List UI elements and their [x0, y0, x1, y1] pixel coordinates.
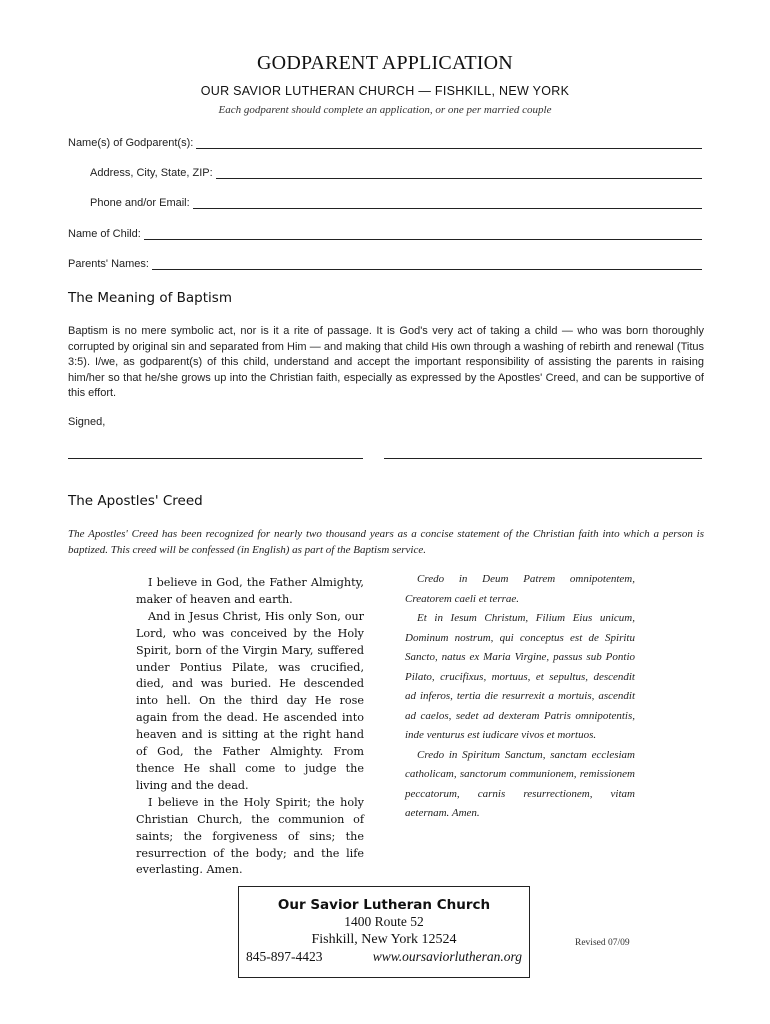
creed-latin-article-2: Et in Iesum Christum, Filium Eius unicum, Dominum nostrum, qui conceptus est de Spiritu Sancto, natus ex Maria Virgine, passus sub Pontio Pilato, crucifixus, mortuus, et sepultus, descendit ad inferos, tertia die resurrexit a mortuis, ascendit ad caelos, sedet ad dexteram Patris omnipotentis, inde venturus est iudicare vivos et mortuos. — [405, 612, 635, 741]
creed-heading: The Apostles' Creed — [68, 493, 203, 509]
address-label: Address, City, State, ZIP: — [90, 167, 213, 179]
contact-field — [90, 196, 702, 209]
parents-names-input-line[interactable] — [152, 257, 702, 270]
church-address: 1400 Route 52 — [344, 914, 424, 929]
contact-label: Phone and/or Email: — [90, 197, 190, 209]
creed-english-article-3: I believe in the Holy Spirit; the holy Christian Church, the communion of saints; the forgiveness of sins; the resurrection of the body; and the life everlasting. Amen. — [136, 795, 364, 877]
signed-label: Signed, — [68, 416, 106, 428]
creed-intro: The Apostles' Creed has been recognized for nearly two thousand years as a concise statement of the Christian faith into which a person is baptized. This creed will be confessed (in English) as part of the Baptism service. — [68, 528, 704, 556]
creed-english-article-2: And in Jesus Christ, His only Son, our Lord, who was conceived by the Holy Spirit, born of the Virgin Mary, suffered under Pontius Pilate, was crucified, died, and was buried. He descended into hell. On the third day He rose again from the dead. He ascended into heaven and is sitting at the right hand of God, the Father Almighty. From thence He shall come to judge the living and the dead. — [136, 609, 364, 792]
church-subtitle: OUR SAVIOR LUTHERAN CHURCH — FISHKILL, NEW YORK — [200, 84, 570, 98]
creed-english — [136, 575, 364, 879]
address-field — [90, 166, 702, 179]
godparents-field — [68, 136, 702, 149]
church-website: www.oursaviorlutheran.org — [372, 949, 522, 964]
baptism-text: Baptism is no mere symbolic act, nor is it a rite of passage. It is God's very act of taking a child — who was born thoroughly corrupted by original sin and separated from Him — and making that child His own through a washing of rebirth and renewal (Titus 3:5). I/we, as godparent(s) of this child, understand and accept the important responsibility of assisting the parents in raising him/her so that he/she grows up into the Christian faith, especially as expressed by the Apostles' Creed, and can be supportive of this effort. — [68, 325, 704, 399]
signature-line-1[interactable] — [68, 457, 363, 459]
revision-date: Revised 07/09 — [575, 938, 630, 948]
signature-line-2[interactable] — [384, 457, 702, 459]
church-city: Fishkill, New York 12524 — [311, 932, 457, 947]
church-name: Our Savior Lutheran Church — [277, 897, 491, 913]
godparents-label: Name(s) of Godparent(s): — [68, 137, 194, 149]
parents-names-field — [68, 257, 702, 270]
church-contact-box — [238, 886, 530, 978]
church-phone: 845-897-4423 — [246, 949, 323, 964]
page-title: GODPARENT APPLICATION — [257, 52, 513, 74]
baptism-heading: The Meaning of Baptism — [68, 290, 232, 306]
godparents-input-line[interactable] — [196, 136, 702, 149]
address-input-line[interactable] — [216, 166, 702, 179]
contact-input-line[interactable] — [193, 196, 702, 209]
creed-latin-article-1: Credo in Deum Patrem omnipotentem, Creatorem caeli et terrae. — [405, 573, 635, 605]
church-contact-row — [239, 949, 529, 965]
instructions-note: Each godparent should complete an application, or one per married couple — [218, 104, 552, 116]
creed-latin-article-3: Credo in Spiritum Sanctum, sanctam ecclesiam catholicam, sanctorum communionem, remissionem peccatorum, carnis resurrectionem, vitam aeternam. Amen. — [405, 748, 635, 819]
child-name-input-line[interactable] — [144, 227, 702, 240]
child-name-label: Name of Child: — [68, 228, 141, 240]
creed-latin — [405, 570, 635, 824]
parents-names-label: Parents' Names: — [68, 258, 149, 270]
child-name-field — [68, 227, 702, 240]
creed-english-article-1: I believe in God, the Father Almighty, maker of heaven and earth. — [136, 576, 364, 606]
